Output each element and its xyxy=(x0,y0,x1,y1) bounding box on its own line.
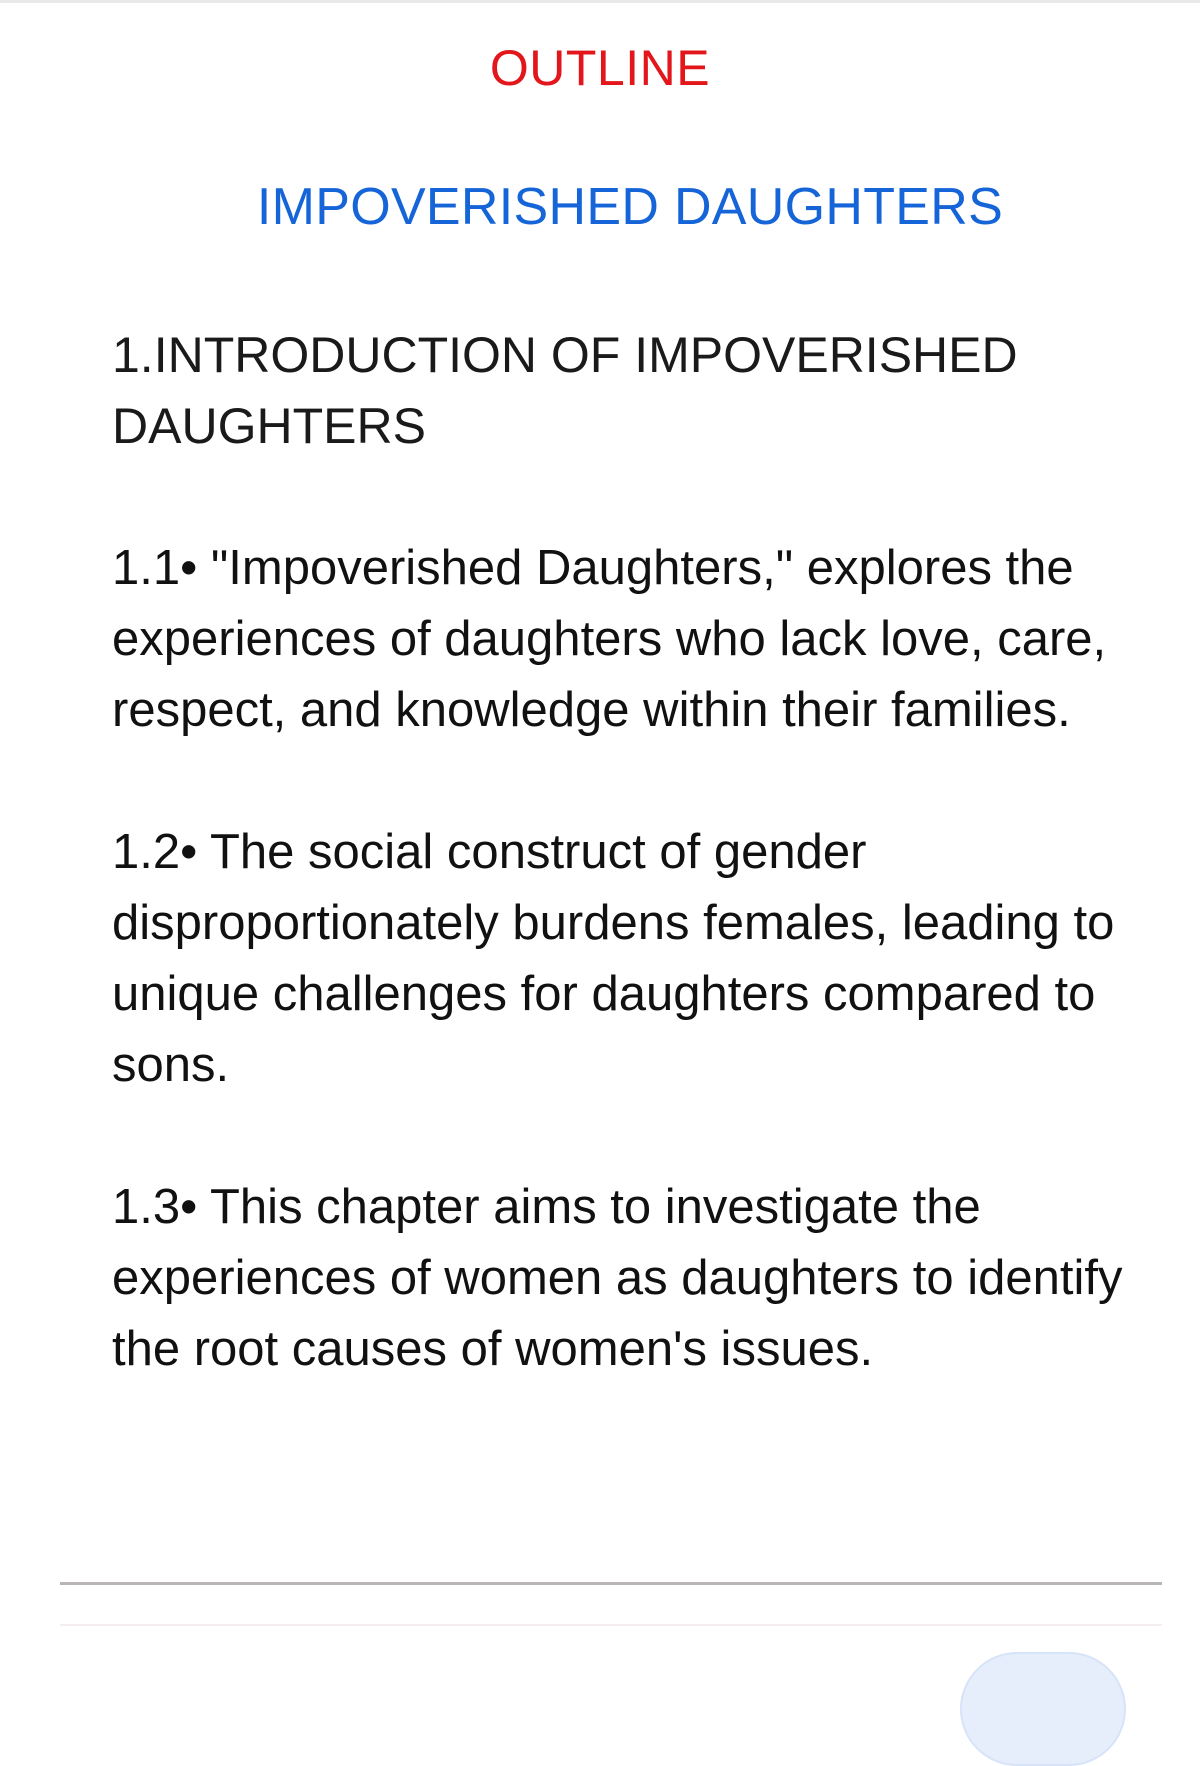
outline-content xyxy=(112,320,1132,1385)
outline-point-1-1: 1.1• "Impoverished Daughters," explores the experiences of daughters who lack love, care, respect, and knowledge within their families. xyxy=(112,541,1107,737)
outline-point-1-2: 1.2• The social construct of gender disproportionately burdens females, leading to unique challenges for daughters compared to sons. xyxy=(112,825,1115,1092)
footer-band xyxy=(60,1624,1162,1626)
document-title: IMPOVERISHED DAUGHTERS xyxy=(256,178,1004,236)
outline-point-1-3: 1.3• This chapter aims to investigate the experiences of women as daughters to identify the root causes of women's issues. xyxy=(112,1180,1123,1376)
floating-action-button[interactable] xyxy=(960,1652,1126,1766)
outline-label: OUTLINE xyxy=(489,40,711,96)
top-edge xyxy=(0,0,1200,3)
section-heading: 1.INTRODUCTION OF IMPOVERISHED DAUGHTERS xyxy=(112,327,1018,454)
bottom-divider xyxy=(60,1582,1162,1585)
